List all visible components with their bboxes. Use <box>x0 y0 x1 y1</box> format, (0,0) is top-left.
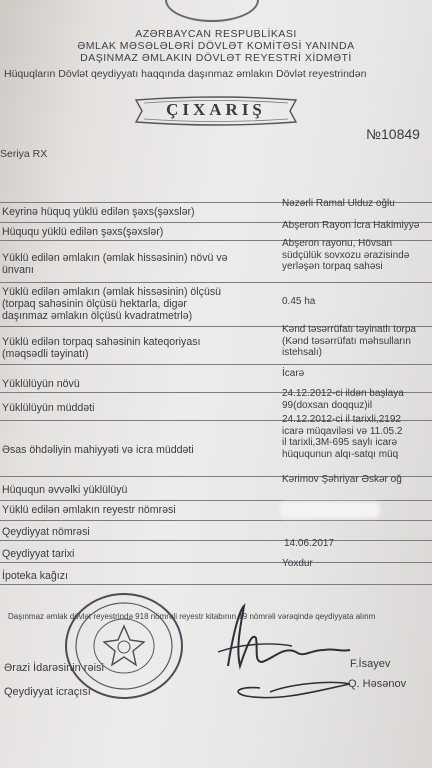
document-number: №10849 <box>366 126 420 142</box>
row-value: Abşeron Rayon İcra Hakimiyyə <box>282 220 420 231</box>
row-value: 14.06.2017 <box>284 538 335 549</box>
signature-icon <box>200 588 400 708</box>
row-label: İpoteka kağızı <box>2 570 68 582</box>
document-serial: Seriya RX <box>0 148 48 160</box>
official2-role: Qeydiyyat icraçısı <box>4 686 91 698</box>
state-emblem-icon <box>165 0 259 22</box>
row-label: Yüklü edilən torpaq sahəsinin kateqoriyası (məqsədli təyinatı) <box>2 336 201 360</box>
row-value: İcarə <box>282 368 305 379</box>
redacted-area <box>280 502 380 518</box>
official1-role: Ərazi İdarəsinin rəisi <box>4 662 104 674</box>
row-label: Yüklü edilən əmlakın (əmlak hissəsinin) ölçüsü (torpaq sahəsinin ölçüsü hektarla, digər daşınmaz əmlakın ölçüsü kvadratmetrlə) <box>2 286 222 322</box>
row-value: 0.45 ha <box>282 296 316 307</box>
official2-name: Q. Həsənov <box>348 678 407 690</box>
row-value: 24.12.2012-ci ildən başlaya 99(doxsan doqquz)il <box>282 388 404 411</box>
row-label: Yüklülüyün növü <box>2 378 80 390</box>
table-rule <box>0 500 432 501</box>
row-label: Hüququ yüklü edilən şəxs(şəxslər) <box>2 226 164 238</box>
table-rule <box>0 520 432 521</box>
row-value: 24.12.2012-ci il tarixli,2192 icarə müqaviləsi və 11.05.2 il tarixli,3M-695 saylı icarə hüququnun alqı-satqı müq <box>282 414 403 460</box>
registration-note: Daşınmaz əmlak dövlət reyestrində 918 nömrəli reyestr kitabının 19 nömrəli vərəqində qeydiyyata alınm <box>8 612 376 621</box>
header-country: AZƏRBAYCAN RESPUBLİKASI <box>135 28 297 40</box>
row-value: Kərimov Şəhriyar Əskər oğ <box>282 474 402 485</box>
row-label: Keyrinə hüquq yüklü edilən şəxs(şəxslər) <box>2 206 195 218</box>
row-label: Yüklü edilən əmlakın reyestr nömrəsi <box>2 504 176 516</box>
header-service: DAŞINMAZ ƏMLAKIN DÖVLƏT REYESTRİ XİDMƏTİ <box>80 52 352 64</box>
table-rule <box>0 282 432 283</box>
row-label: Qeydiyyat nömrəsi <box>2 526 90 538</box>
document-title: ÇIXARIŞ <box>166 100 266 119</box>
table-rule <box>0 584 432 585</box>
official1-name: F.İsayev <box>350 658 391 670</box>
row-label: Əsas öhdəliyin mahiyyəti və icra müddəti <box>2 444 194 456</box>
row-label: Yüklü edilən əmlakın (əmlak hissəsinin) növü və ünvanı <box>2 252 228 276</box>
row-value: Abşeron rayonu, Hövsan südçülük sovxozu ərazisində yerləşən torpaq sahəsi <box>282 238 410 272</box>
header-committee: ƏMLAK MƏSƏLƏLƏRİ DÖVLƏT KOMİTƏSİ YANINDA <box>77 40 355 52</box>
table-rule <box>0 364 432 365</box>
row-label: Hüququn əvvəlki yüklülüyü <box>2 484 128 496</box>
header-subtitle: Hüquqların Dövlət qeydiyyatı haqqında daşınmaz əmlakın Dövlət reyestrindən <box>4 68 367 80</box>
row-label: Qeydiyyat tarixi <box>2 548 75 560</box>
row-label: Yüklülüyün müddəti <box>2 402 95 414</box>
row-value: Yoxdur <box>282 558 313 569</box>
row-value: Nəzərli Ramal Ulduz oğlu <box>282 198 395 209</box>
row-value: Kənd təsərrüfatı təyinatlı torpa (Kənd təsərrüfatı məhsulların istehsalı) <box>282 324 416 358</box>
